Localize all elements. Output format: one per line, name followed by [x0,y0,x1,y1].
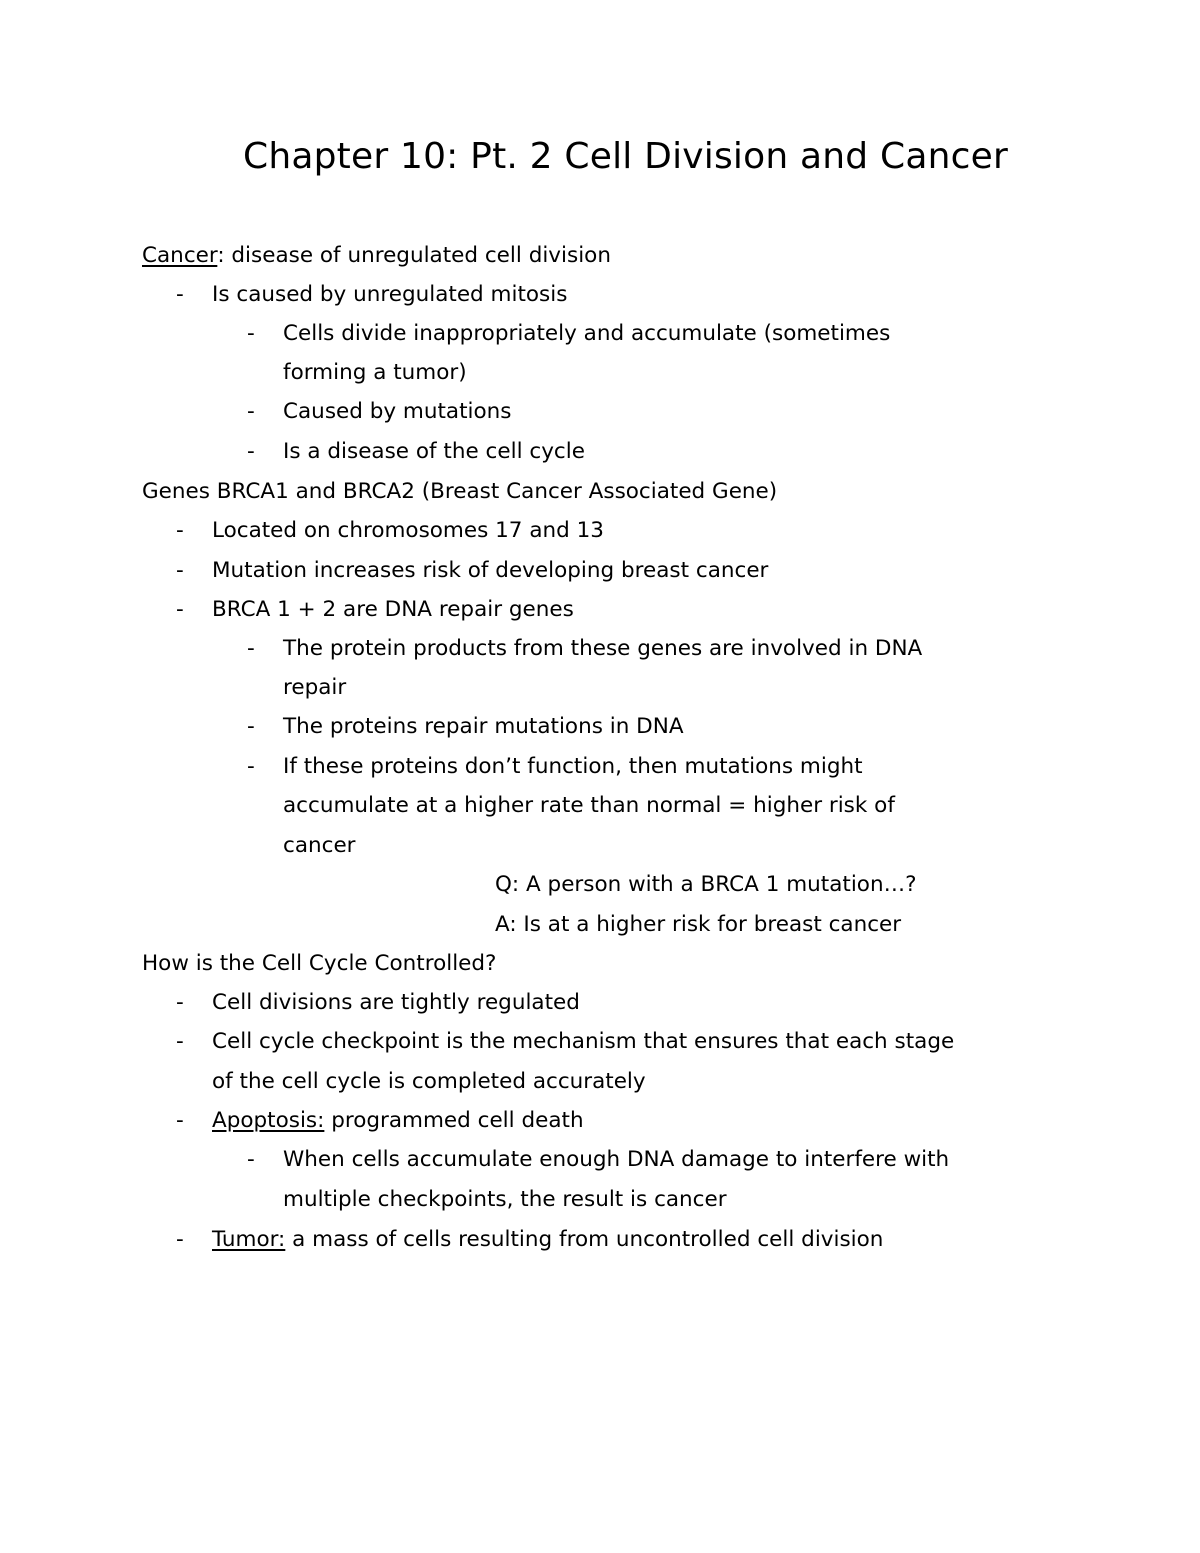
apoptosis-def: programmed cell death [324,1108,584,1133]
bullet-dash: - [247,754,255,779]
list-item-continued: repair [283,675,347,700]
bullet-dash: - [176,1227,184,1252]
list-item-continued: of the cell cycle is completed accurately [212,1069,646,1094]
bullet-dash: - [176,518,184,543]
control-heading: How is the Cell Cycle Controlled? [142,951,497,976]
list-item: Is caused by unregulated mitosis [212,282,568,307]
page-title: Chapter 10: Pt. 2 Cell Division and Cancer [243,136,1008,177]
bullet-dash: - [247,321,255,346]
list-item-continued: cancer [283,833,356,858]
list-item: Is a disease of the cell cycle [283,439,585,464]
cancer-def: : disease of unregulated cell division [217,243,611,268]
list-item-continued: multiple checkpoints, the result is cancer [283,1187,727,1212]
brca-heading: Genes BRCA1 and BRCA2 (Breast Cancer Associated Gene) [142,479,778,504]
bullet-dash: - [176,282,184,307]
tumor-term: Tumor: [212,1227,286,1252]
list-item: The proteins repair mutations in DNA [283,714,684,739]
cancer-term: Cancer [142,243,218,268]
list-item: If these proteins don’t function, then mutations might [283,754,863,779]
list-item-continued: forming a tumor) [283,360,467,385]
list-item: Cells divide inappropriately and accumulate (sometimes [283,321,891,346]
answer: A: Is at a higher risk for breast cancer [495,912,902,937]
bullet-dash: - [176,558,184,583]
list-item-continued: accumulate at a higher rate than normal = higher risk of [283,793,895,818]
cancer-definition [142,241,611,271]
apoptosis-term: Apoptosis: [212,1108,325,1133]
bullet-dash: - [247,636,255,661]
list-item: BRCA 1 + 2 are DNA repair genes [212,597,574,622]
list-item [212,1225,883,1255]
bullet-dash: - [247,439,255,464]
bullet-dash: - [247,1147,255,1172]
list-item: Cell cycle checkpoint is the mechanism that ensures that each stage [212,1029,955,1054]
list-item: Caused by mutations [283,399,512,424]
list-item [212,1106,584,1136]
bullet-dash: - [176,597,184,622]
list-item: Cell divisions are tightly regulated [212,990,580,1015]
tumor-def: a mass of cells resulting from uncontrolled cell division [285,1227,884,1252]
bullet-dash: - [176,990,184,1015]
bullet-dash: - [247,714,255,739]
list-item: Mutation increases risk of developing breast cancer [212,558,769,583]
bullet-dash: - [247,399,255,424]
question: Q: A person with a BRCA 1 mutation…? [495,872,917,897]
list-item: The protein products from these genes are involved in DNA [283,636,923,661]
bullet-dash: - [176,1029,184,1054]
list-item: When cells accumulate enough DNA damage to interfere with [283,1147,950,1172]
list-item: Located on chromosomes 17 and 13 [212,518,604,543]
bullet-dash: - [176,1108,184,1133]
